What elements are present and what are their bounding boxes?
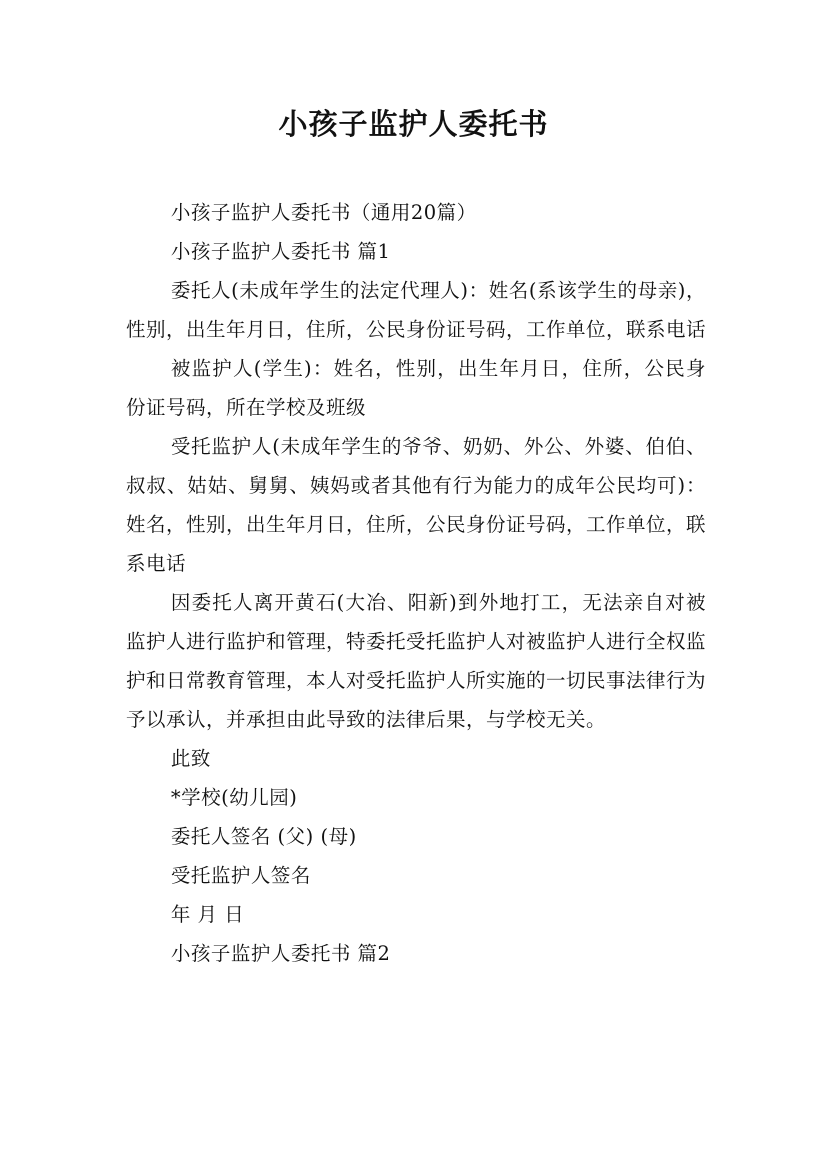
- date-line: 年 月 日: [170, 903, 245, 926]
- section-heading: 小孩子监护人委托书 篇1: [170, 240, 391, 263]
- paragraph-ward: 被监护人(学生)：姓名，性别，出生年月日，住所，公民身份证号码，所在学校及班级: [126, 357, 706, 419]
- document-body: [126, 193, 706, 973]
- paragraph-reason: 因委托人离开黄石(大冶、阳新)到外地打工，无法亲自对被监护人进行监护和管理，特委托受托监护人对被监护人进行全权监护和日常教育管理，本人对受托监护人所实施的一切民事法律行为予以承认，并承担由此导致的法律后果，与学校无关。: [126, 591, 707, 731]
- collection-heading: 小孩子监护人委托书（通用20篇）: [170, 201, 477, 224]
- recipient-school: *学校(幼儿园): [170, 786, 298, 809]
- document-title: 小孩子监护人委托书: [278, 107, 549, 141]
- closing-salutation: 此致: [170, 747, 211, 770]
- paragraph-principal: 委托人(未成年学生的法定代理人)：姓名(系该学生的母亲)，性别，出生年月日，住所，公民身份证号码，工作单位，联系电话: [126, 279, 707, 341]
- next-section-heading: 小孩子监护人委托书 篇2: [170, 942, 391, 965]
- paragraph-trustee: 受托监护人(未成年学生的爷爷、奶奶、外公、外婆、伯伯、叔叔、姑姑、舅舅、姨妈或者其他有行为能力的成年公民均可)：姓名，性别，出生年月日，住所，公民身份证号码，工作单位，联系电话: [126, 435, 707, 575]
- trustee-signature-line: 受托监护人签名: [170, 864, 311, 887]
- principal-signature-line: 委托人签名 (父) (母): [170, 825, 357, 848]
